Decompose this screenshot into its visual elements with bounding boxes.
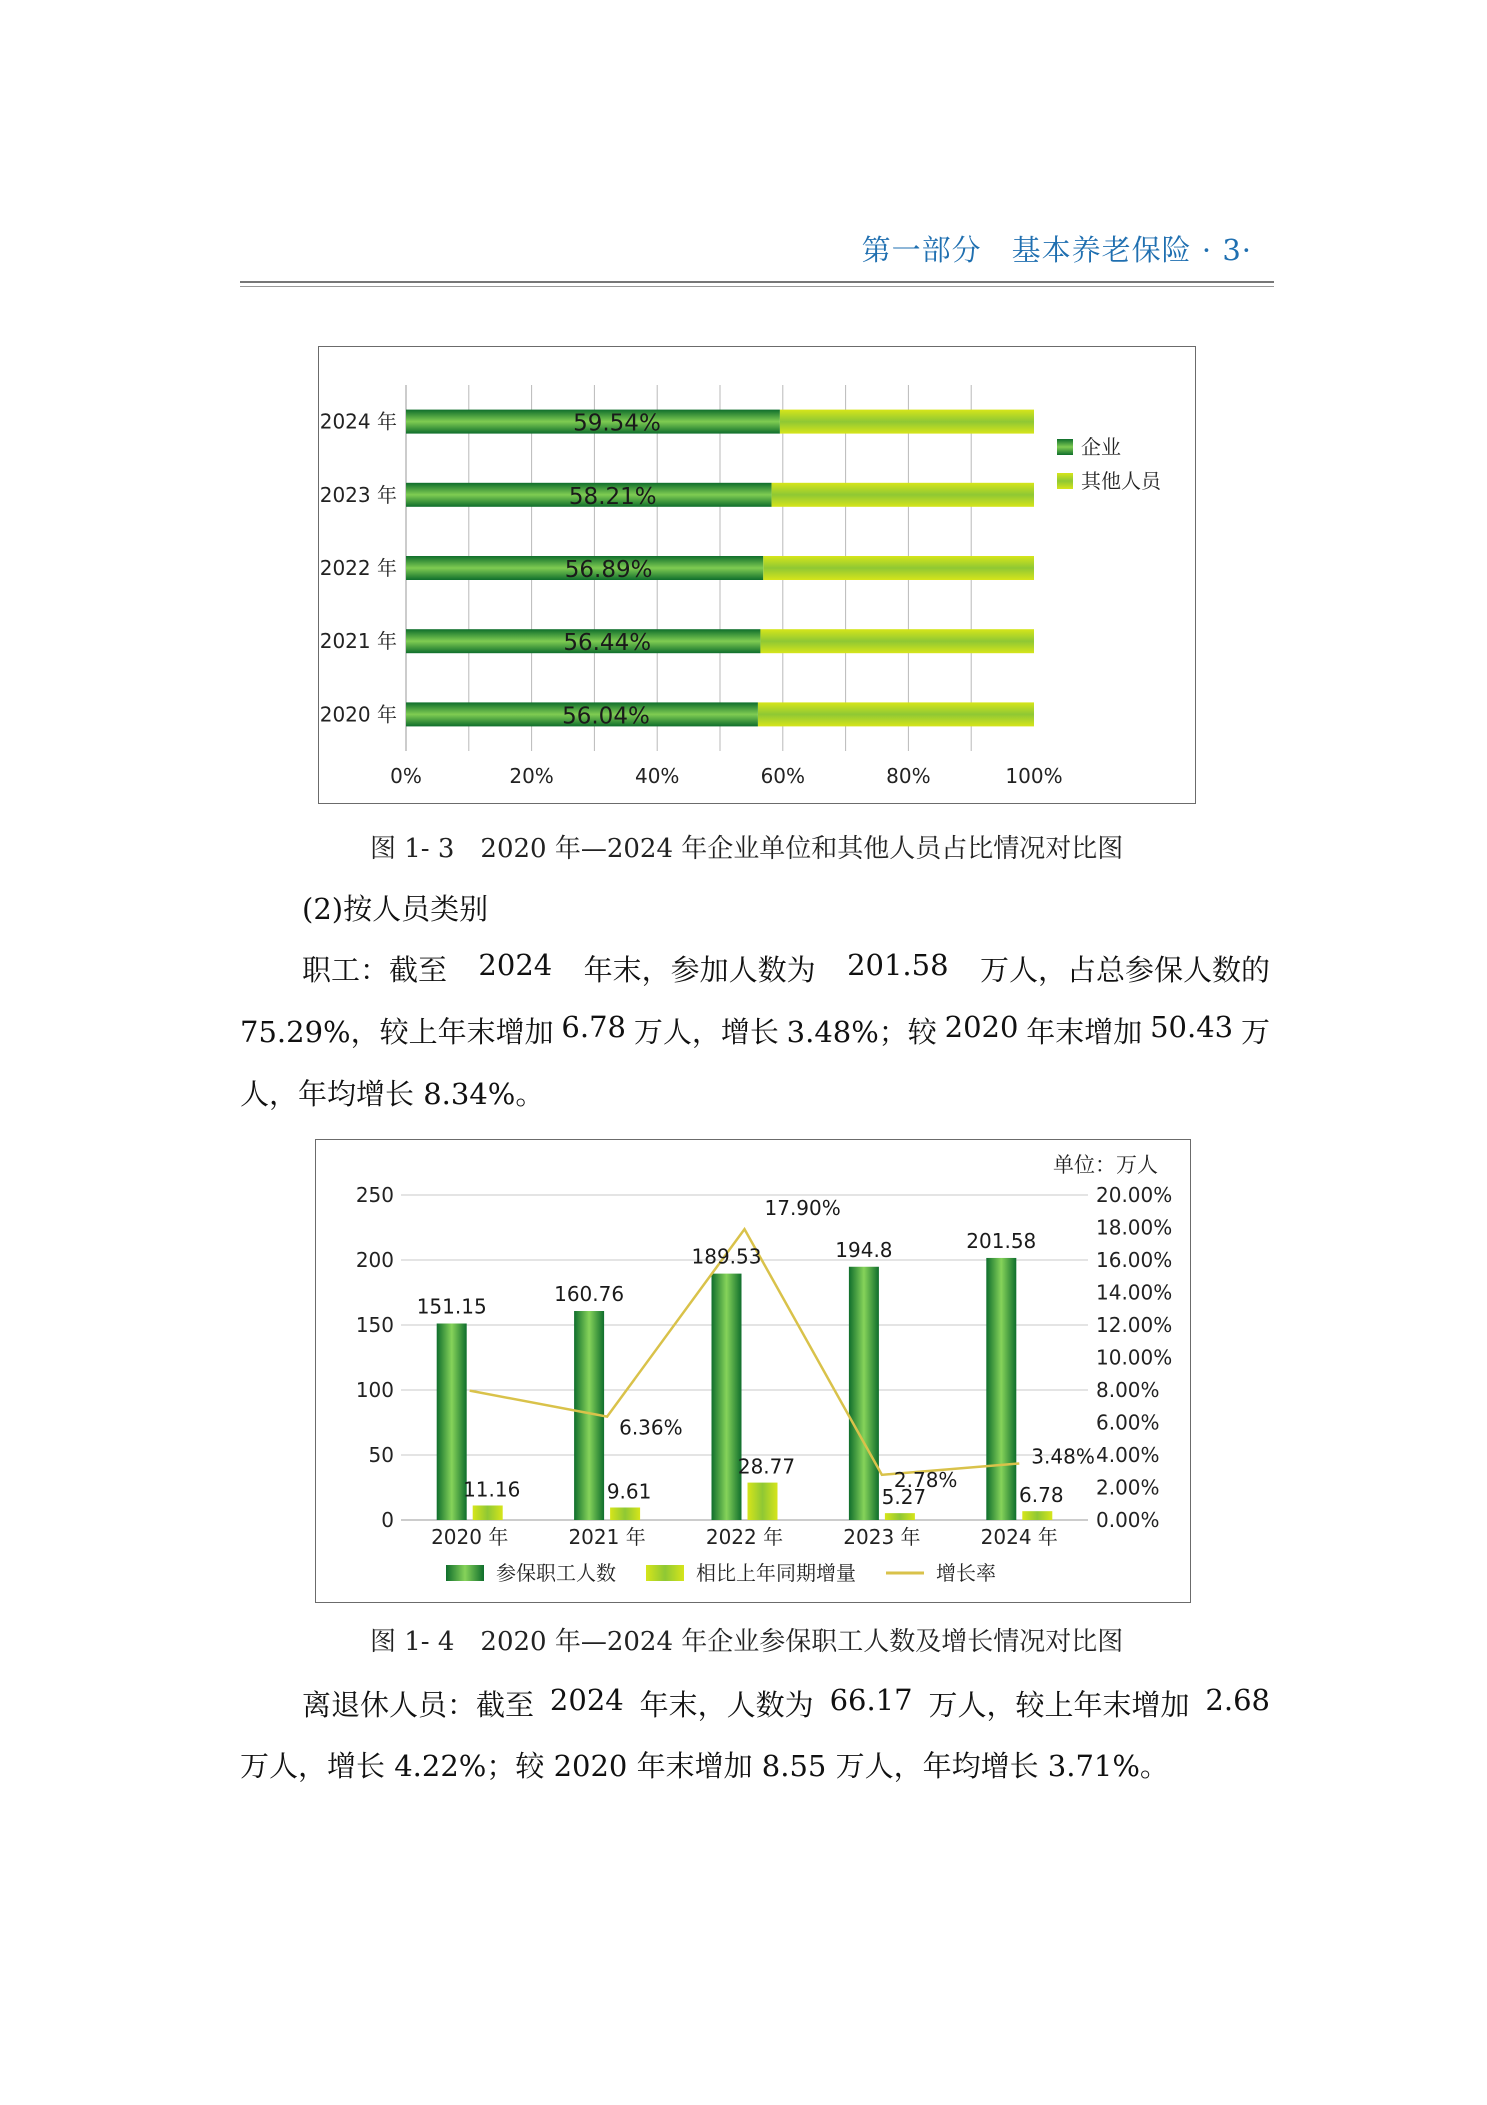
data-label: 56.04% [562, 703, 650, 730]
text-fragment: 年末增加 [1026, 1015, 1143, 1049]
bar-others [772, 483, 1034, 507]
text-fragment: 66.17 [829, 1683, 913, 1717]
x-tick-label: 0% [390, 764, 422, 788]
y-right-tick-label: 20.00% [1096, 1183, 1173, 1207]
y-left-tick-label: 150 [355, 1313, 394, 1337]
chart-1-4 [316, 1140, 1190, 1602]
text-fragment: 年末，人数为 [639, 1688, 814, 1722]
bar-insured-employees [986, 1258, 1016, 1520]
y-right-tick-label: 16.00% [1096, 1248, 1173, 1272]
para2-line2: 万人，增长 4.22%；较 2020 年末增加 8.55 万人，年均增长 3.71%。 [240, 1749, 1169, 1783]
rate-label: 17.90% [764, 1196, 841, 1221]
x-tick-label: 60% [760, 764, 806, 788]
legend-swatch [646, 1565, 684, 1581]
y-right-tick-label: 18.00% [1096, 1215, 1173, 1240]
text-fragment: 离退休人员：截至 [302, 1688, 535, 1722]
data-label: 11.16 [463, 1477, 521, 1502]
text-fragment: 2.68 [1205, 1683, 1270, 1717]
text-fragment: 3.48%；较 [786, 1015, 937, 1049]
figure-1-3-caption: 图 1- 3 2020 年—2024 年企业单位和其他人员占比情况对比图 [370, 834, 1124, 864]
legend-swatch [446, 1565, 484, 1581]
text-fragment: 2020 [944, 1010, 1019, 1044]
figure-1-4-caption: 图 1- 4 2020 年—2024 年企业参保职工人数及增长情况对比图 [370, 1627, 1124, 1657]
rate-label: 6.36% [619, 1415, 683, 1440]
x-tick-label: 80% [886, 764, 931, 788]
unit-label: 单位：万人 [1053, 1153, 1158, 1177]
header-rule-thin [240, 286, 1274, 287]
category-label: 2024 年 [319, 409, 397, 434]
data-label: 151.15 [416, 1294, 487, 1319]
bar-others [763, 556, 1034, 580]
category-label: 2024 年 [980, 1525, 1058, 1549]
bar-others [758, 702, 1034, 726]
legend-swatch [1057, 439, 1073, 455]
data-label: 201.58 [966, 1228, 1037, 1253]
y-right-tick-label: 12.00% [1096, 1313, 1173, 1337]
category-label: 2022 年 [705, 1525, 784, 1549]
rate-label: 3.48% [1031, 1444, 1095, 1469]
y-right-tick-label: 4.00% [1096, 1443, 1160, 1467]
y-right-tick-label: 14.00% [1096, 1280, 1173, 1305]
legend-swatch [1057, 473, 1073, 489]
data-label: 56.89% [564, 557, 653, 583]
header-rule [240, 281, 1274, 283]
x-tick-label: 100% [1005, 764, 1063, 788]
bar-yoy-increase [748, 1483, 778, 1520]
category-label: 2023 年 [843, 1525, 921, 1549]
text-fragment: 201.58 [847, 948, 949, 982]
y-right-tick-label: 0.00% [1096, 1508, 1160, 1532]
bar-yoy-increase [1022, 1511, 1052, 1520]
y-left-tick-label: 250 [355, 1183, 394, 1207]
figure-1-4 [315, 1139, 1191, 1603]
figure-1-3 [318, 346, 1196, 804]
text-fragment: 75.29%，较上年末增加 [240, 1015, 554, 1049]
bar-insured-employees [849, 1267, 879, 1520]
text-fragment: 职工：截至 [302, 953, 448, 987]
bar-others [780, 410, 1034, 434]
para1-line1 [302, 948, 1270, 989]
data-label: 160.76 [554, 1282, 625, 1307]
data-label: 56.44% [563, 630, 652, 657]
data-label: 59.54% [573, 410, 661, 437]
chart-1-3 [319, 347, 1195, 803]
text-fragment: 万人，较上年末增加 [928, 1688, 1190, 1722]
category-label: 2020 年 [319, 702, 397, 727]
para2-line1 [302, 1683, 1270, 1724]
y-left-tick-label: 50 [368, 1443, 394, 1467]
category-label: 2022 年 [319, 556, 397, 580]
x-tick-label: 20% [509, 764, 554, 788]
text-fragment: 2024 [549, 1683, 624, 1717]
text-fragment: 年末，参加人数为 [583, 953, 816, 987]
data-label: 9.61 [606, 1479, 652, 1504]
category-label: 2020 年 [431, 1525, 509, 1549]
text-fragment: 50.43 [1150, 1010, 1234, 1044]
y-right-tick-label: 6.00% [1096, 1410, 1160, 1435]
bar-yoy-increase [885, 1513, 915, 1520]
y-right-tick-label: 8.00% [1096, 1378, 1160, 1402]
legend-label: 参保职工人数 [496, 1561, 616, 1585]
legend-label: 其他人员 [1081, 469, 1161, 493]
y-left-tick-label: 200 [355, 1248, 394, 1272]
bar-others [760, 629, 1034, 653]
bar-yoy-increase [610, 1508, 640, 1520]
data-label: 189.53 [691, 1244, 762, 1269]
text-fragment: 6.78 [561, 1010, 626, 1044]
page-header [240, 228, 1274, 268]
category-label: 2021 年 [568, 1525, 646, 1549]
legend-label: 增长率 [936, 1561, 996, 1585]
text-fragment: 万人，占总参保人数的 [979, 953, 1270, 987]
data-label: 28.77 [737, 1454, 796, 1479]
header-title: 第一部分 基本养老保险 · 3· [861, 233, 1252, 267]
data-label: 58.21% [568, 483, 657, 510]
legend-label: 企业 [1081, 435, 1121, 459]
data-label: 5.27 [881, 1485, 927, 1510]
data-label: 6.78 [1019, 1483, 1064, 1508]
y-left-tick-label: 0 [381, 1508, 394, 1532]
bar-insured-employees [712, 1274, 742, 1520]
bar-yoy-increase [473, 1505, 503, 1520]
category-label: 2021 年 [319, 629, 397, 654]
category-label: 2023 年 [319, 482, 397, 507]
section-heading: (2)按人员类别 [302, 892, 489, 926]
para1-line2 [240, 1010, 1270, 1051]
text-fragment: 万人，增长 [633, 1015, 779, 1049]
rate-label: 2.78% [893, 1467, 958, 1492]
y-left-tick-label: 100 [355, 1378, 394, 1402]
para1-line3: 人，年均增长 8.34%。 [240, 1077, 545, 1111]
legend-label: 相比上年同期增量 [696, 1561, 856, 1585]
x-tick-label: 40% [634, 764, 680, 788]
y-right-tick-label: 2.00% [1096, 1475, 1160, 1500]
y-right-tick-label: 10.00% [1096, 1345, 1173, 1370]
text-fragment: 2024 [478, 948, 553, 982]
text-fragment: 万 [1240, 1015, 1270, 1049]
data-label: 194.8 [835, 1237, 893, 1262]
